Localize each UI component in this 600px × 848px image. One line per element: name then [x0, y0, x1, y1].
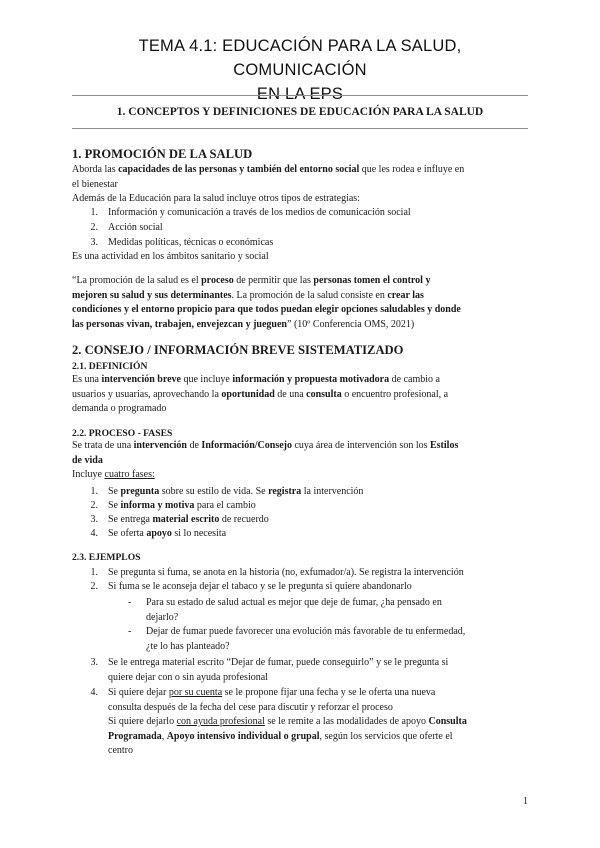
- page-number: 1: [523, 796, 528, 807]
- list-number: 1.: [90, 486, 98, 497]
- list-number: 3.: [90, 237, 98, 248]
- paragraph-proceso: Se trata de una intervención de Información/Consejo cuya área de intervención son los Estilos de vida Incluye cuatro fases:: [72, 440, 459, 480]
- heading-definicion: 2.1. DEFINICIÓN: [72, 361, 148, 372]
- list-number: 3.: [90, 514, 98, 525]
- paragraph-ademas: Además de la Educación para la salud incluye otros tipos de estrategias:: [72, 193, 360, 204]
- list-item: Se oferta apoyo si lo necesita: [108, 528, 227, 539]
- dash-bullet: -: [128, 597, 132, 608]
- list-item: Acción social: [108, 222, 163, 233]
- title-line-1: TEMA 4.1: EDUCACIÓN PARA LA SALUD, COMUNICACIÓN: [138, 37, 462, 79]
- paragraph-definicion: Es una intervención breve que incluye información y propuesta motivadora de cambio a usuarios y usuarias, aprovechando la oportunidad de una consulta o encuentro profesional, a demanda o programado: [72, 374, 449, 414]
- quote-promocion-salud: “La promoción de la salud es el proceso de permitir que las personas tomen el control y mejoren su salud y sus determinantes. La promoción de la salud consiste en crear las condiciones y el entorno propicio para que todos puedan elegir opciones saludables y donde las personas vivan, trabajen, envejezcan y jueguen” (10º Conferencia OMS, 2021): [72, 275, 461, 330]
- divider: [72, 95, 528, 96]
- dash-bullet: -: [128, 626, 132, 637]
- list-item: Medidas políticas, técnicas o económicas: [108, 237, 274, 248]
- divider: [72, 128, 528, 129]
- list-item: Se pregunta si fuma, se anota en la historia (no, exfumador/a). Se registra la intervención: [108, 567, 464, 578]
- list-item: Si fuma se le aconseja dejar el tabaco y se le pregunta si quiere abandonarlo: [108, 581, 412, 592]
- sub-list-item: Dejar de fumar puede favorecer una evolución más favorable de tu enfermedad, ¿te lo has planteado?: [146, 626, 466, 652]
- list-item: Se le entrega material escrito “Dejar de fumar, puede conseguirlo” y se le pregunta si quiere dejar con o sin ayuda profesional: [108, 657, 449, 683]
- list-item: Si quiere dejar por su cuenta se le propone fijar una fecha y se le oferta una nueva consulta después de la fecha del cese para discutir y reforzar el proceso Si quiere dejarlo con ayuda profesional se le remite a las modalidades de apoyo Consulta Programada, Apoyo intensivo individual o grupal, según los servicios que oferte el centro: [108, 687, 467, 756]
- list-number: 2.: [90, 222, 98, 233]
- heading-proceso-fases: 2.2. PROCESO - FASES: [72, 428, 173, 439]
- list-number: 4.: [90, 687, 98, 698]
- list-number: 1.: [90, 567, 98, 578]
- heading-consejo-informacion: 2. CONSEJO / INFORMACIÓN BREVE SISTEMATIZADO: [72, 343, 404, 357]
- sub-list-item: Para su estado de salud actual es mejor que deje de fumar, ¿ha pensado en dejarlo?: [146, 597, 442, 623]
- list-number: 1.: [90, 207, 98, 218]
- section-subtitle: 1. CONCEPTOS Y DEFINICIONES DE EDUCACIÓN PARA LA SALUD: [116, 106, 484, 118]
- list-number: 2.: [90, 500, 98, 511]
- list-item: Se pregunta sobre su estilo de vida. Se registra la intervención: [108, 486, 364, 497]
- list-item: Información y comunicación a través de los medios de comunicación social: [108, 207, 411, 218]
- paragraph-aborda: Aborda las capacidades de las personas y también del entorno social que les rodea e influye en el bienestar Además de la Educación para la salud incluye otros tipos de estrategias:: [72, 163, 528, 207]
- list-item: Se informa y motiva para el cambio: [108, 500, 256, 511]
- title-line-2: EN LA EPS: [256, 85, 344, 103]
- list-number: 4.: [90, 528, 98, 539]
- list-number: 3.: [90, 657, 98, 668]
- list-number: 2.: [90, 581, 98, 592]
- list-item: Se entrega material escrito de recuerdo: [108, 514, 269, 525]
- paragraph-actividad: Es una actividad en los ámbitos sanitario y social: [72, 251, 269, 262]
- heading-promocion-salud: 1. PROMOCIÓN DE LA SALUD: [72, 147, 253, 161]
- heading-ejemplos: 2.3. EJEMPLOS: [72, 552, 141, 563]
